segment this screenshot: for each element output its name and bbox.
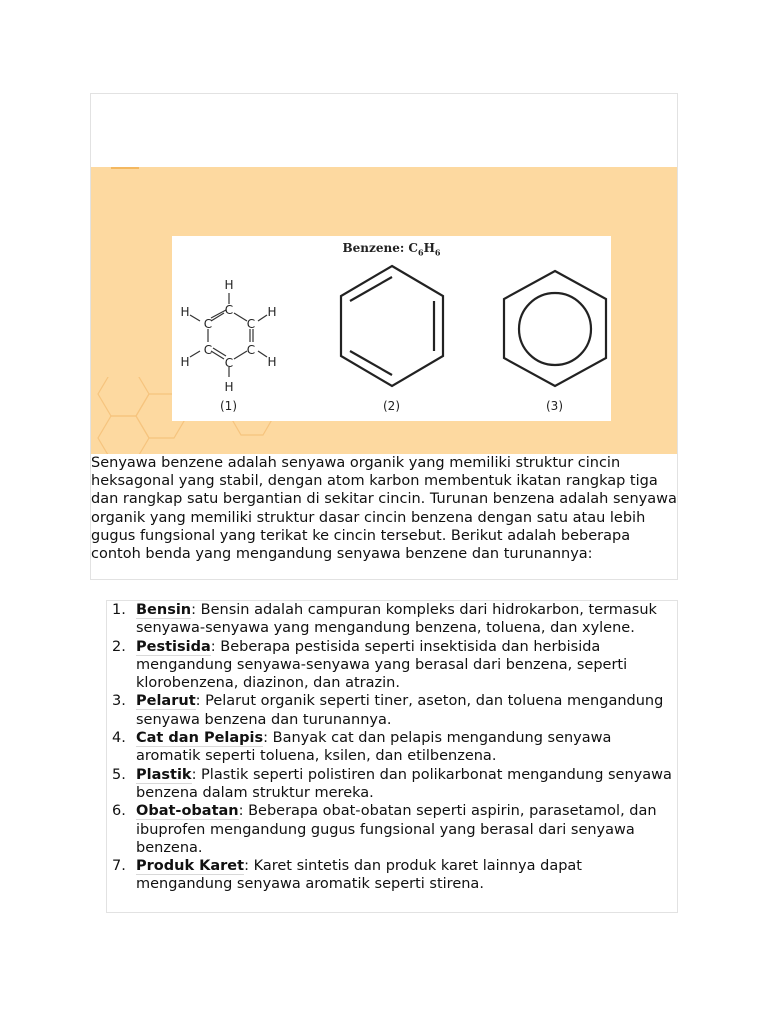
- figure-title: Benzene: $C_6H_6$: [342, 241, 441, 258]
- label-structure-1: (1): [220, 399, 237, 413]
- atom-h-bottom: H: [224, 380, 234, 394]
- atom-c4: C: [203, 343, 213, 357]
- list-item-term: Plastik: [136, 766, 192, 783]
- atom-c5: C: [246, 343, 256, 357]
- list-item-term: Cat dan Pelapis: [136, 730, 264, 747]
- aromatic-hexagon: [504, 271, 606, 386]
- examples-list-box: [106, 600, 678, 913]
- list-item-term: Pelarut: [136, 693, 196, 710]
- list-item-term: Bensin: [136, 602, 192, 618]
- list-item: 2. Pestisida: Beberapa pestisida seperti insektisida dan herbisida mengandung senyawa-senyawa yang berasal dari benzena, seperti klorobenzena, diazinon, dan atrazin.: [112, 638, 628, 692]
- list-item: 4. Cat dan Pelapis: Banyak cat dan pelapis mengandung senyawa aromatik seperti toluena, ksilen, dan etilbenzena.: [112, 730, 612, 765]
- intro-paragraph: Senyawa benzene adalah senyawa organik yang memiliki struktur cincin heksagonal yang stabil, dengan atom karbon membentuk ikatan rangkap tiga dan rangkap satu bergantian di sekitar cincin. Turunan benzena adalah senyawa organik yang memiliki struktur dasar cincin benzena dengan satu atau lebih gugus fungsional yang terikat ke cincin tersebut. Berikut adalah beberapa contoh benda yang mengandung senyawa benzene dan turunannya:: [91, 455, 677, 563]
- banner-accent: [111, 167, 139, 169]
- atom-c2: C: [203, 317, 213, 331]
- list-item-term: Pestisida: [136, 638, 211, 655]
- list-item: 7. Produk Karet: Karet sintetis dan produk karet lainnya dapat mengandung senyawa aromatik seperti stirena.: [112, 858, 582, 893]
- list-item: 5. Plastik: Plastik seperti polistiren dan polikarbonat mengandung senyawa benzena dalam struktur mereka.: [112, 766, 672, 801]
- atom-h-top: H: [224, 278, 234, 292]
- atom-h-left-bottom: H: [180, 355, 190, 369]
- list-item: 1. Bensin: Bensin adalah campuran kompleks dari hidrokarbon, termasuk senyawa-senyawa yang mengandung benzena, toluena, dan xylene.: [112, 602, 657, 637]
- benzene-banner: [91, 167, 677, 454]
- atom-c6: C: [224, 356, 234, 370]
- list-item: 3. Pelarut: Pelarut organik seperti tiner, aseton, dan toluena mengandung senyawa benzena dan turunannya.: [112, 693, 664, 728]
- atom-c1: C: [224, 303, 234, 317]
- benzene-structures: [172, 236, 611, 421]
- kekule-hexagon: [341, 266, 443, 386]
- label-structure-2: (2): [383, 399, 400, 413]
- atom-h-right-bottom: H: [267, 355, 277, 369]
- atom-h-left-top: H: [180, 305, 190, 319]
- atom-c3: C: [246, 317, 256, 331]
- label-structure-3: (3): [546, 399, 563, 413]
- list-item-term: Obat-obatan: [136, 803, 239, 820]
- list-item: 6. Obat-obatan: Beberapa obat-obatan seperti aspirin, parasetamol, dan ibuprofen mengandung gugus fungsional yang berasal dari senyawa benzena.: [112, 803, 657, 856]
- article-card: [90, 93, 678, 580]
- benzene-figure: [172, 236, 611, 421]
- atom-h-right-top: H: [267, 305, 277, 319]
- examples-list: [107, 601, 677, 894]
- list-item-term: Produk Karet: [136, 858, 245, 875]
